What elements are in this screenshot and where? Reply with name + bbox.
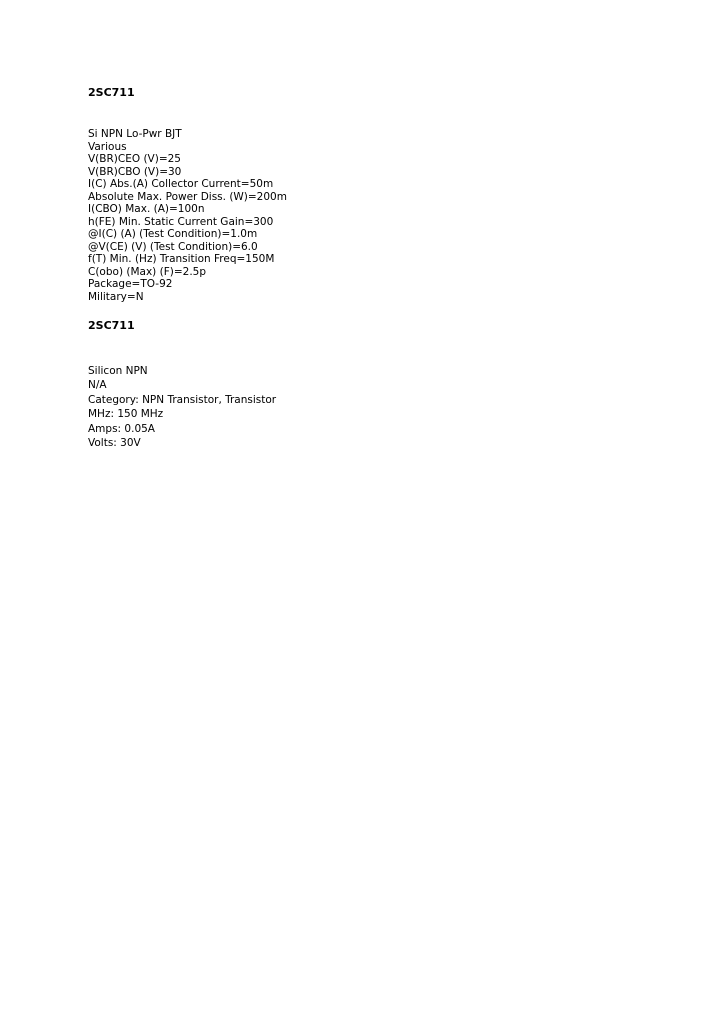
spec-line: Si NPN Lo-Pwr BJT	[88, 128, 182, 140]
spec-list-primary	[88, 128, 287, 303]
spec-line: f(T) Min. (Hz) Transition Freq=150M	[88, 253, 275, 265]
part-number-heading: 2SC711	[88, 86, 135, 99]
spec-line: @V(CE) (V) (Test Condition)=6.0	[88, 240, 258, 253]
spec-line: Silicon NPN	[88, 365, 148, 377]
spec-line: N/A	[88, 379, 107, 392]
spec-line: h(FE) Min. Static Current Gain=300	[88, 215, 274, 228]
spec-line: Package=TO-92	[88, 278, 173, 290]
spec-line: Amps: 0.05A	[88, 422, 155, 435]
spec-line: I(C) Abs.(A) Collector Current=50m	[88, 178, 274, 190]
spec-line: MHz: 150 MHz	[88, 408, 164, 421]
spec-line: I(CBO) Max. (A)=100n	[88, 203, 205, 215]
spec-line: C(obo) (Max) (F)=2.5p	[88, 265, 207, 278]
spec-line: Various	[88, 140, 127, 153]
spec-line: Military=N	[88, 290, 144, 303]
spec-list-secondary	[88, 364, 276, 450]
spec-line: V(BR)CBO (V)=30	[88, 165, 182, 178]
spec-line: @I(C) (A) (Test Condition)=1.0m	[88, 228, 258, 240]
spec-line: Category: NPN Transistor, Transistor	[88, 393, 277, 406]
part-number-heading-secondary: 2SC711	[88, 319, 135, 332]
spec-line: V(BR)CEO (V)=25	[88, 153, 181, 165]
spec-line: Absolute Max. Power Diss. (W)=200m	[88, 190, 287, 203]
spec-line: Volts: 30V	[88, 436, 141, 449]
